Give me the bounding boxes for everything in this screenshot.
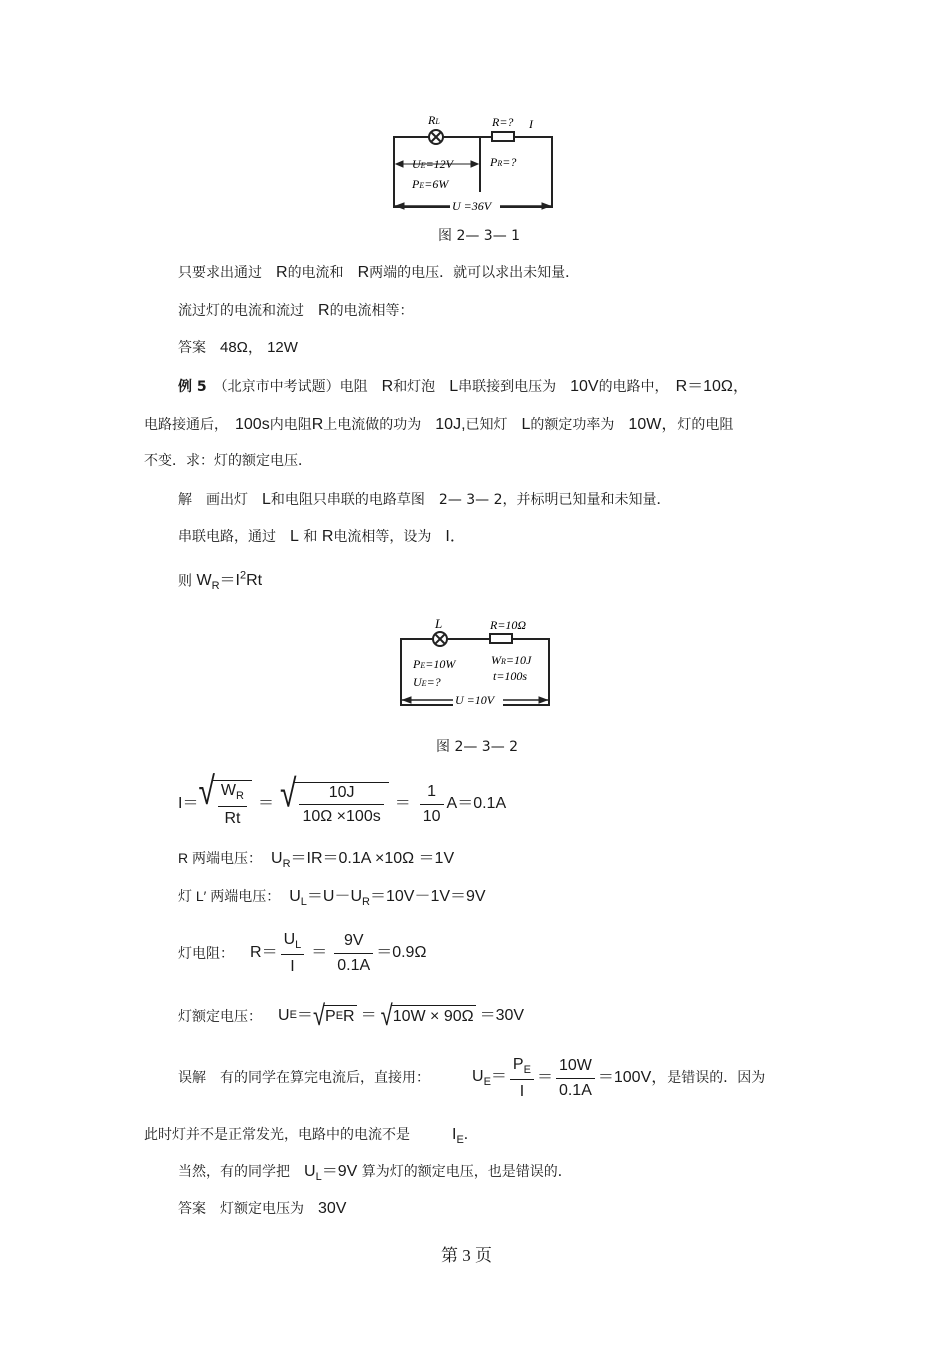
circuit-1-frame [394,137,552,207]
resistor-symbol-1 [492,132,514,141]
fraction-one-tenth: $\frac{1}{10}$ [420,782,444,825]
figure-2-caption: 图 2— 3— 2 [436,739,519,755]
fraction-9v: $\frac{9V}{0.1A}$ [334,931,373,974]
lamp-symbol-2 [433,632,447,646]
equation-resistance: 灯电阻： R＝ $\frac{U_L}{I}$ ＝ $\frac{9V}{0.1A}$ ＝0.9Ω [178,930,427,976]
label-ue: UE=12V [412,157,453,171]
para-3: 当然，有的同学把 $U_L=9V$ 算为灯的额定电压，也是错误的． [178,1163,572,1184]
label-wr: WR=10J [491,653,532,667]
label-r-10: R=10Ω [490,618,527,632]
lamp-symbol-1 [429,130,443,144]
label-total-voltage-2: U =10V [455,693,495,707]
equation-rated-voltage: 灯额定电压： U E ＝ √ P E R ＝ √ 10W × 90Ω ＝30V [178,999,525,1032]
label-pe: PE=6W [412,177,449,191]
wrong-solution-line-1: 误解 有的同学在算完电流后，直接用： $U_E=$ $\frac{P_E}{I}$ ＝ $\frac{10W}{0.1A}$ ＝100V， 是错误的．因为 [178,1055,766,1101]
sqrt-1: √ $\frac{W_R}{Rt}$ [198,780,252,828]
label-ue-unknown: UE=? [413,675,441,689]
para-1: 只要求出通过 R的电流和 R两端的电压．就可以求出未知量． [178,264,580,281]
circuit-figure-1 [388,110,563,220]
answer-1: 答案 48Ω， 12W [178,339,298,356]
label-current: I [529,117,533,131]
sqrt-4: √ 10W × 90Ω [380,999,474,1032]
page-number: 第 3 页 [441,1246,492,1265]
fraction-10w: $\frac{10W}{0.1A}$ [556,1056,595,1099]
example-5-line-2: 电路接通后， 100s内电阻R上电流做的功为 10J,已知灯 L的额定功率为 10W，灯的电阻 [144,416,734,433]
example-5-line-3: 不变．求：灯的额定电压． [144,453,312,469]
circuit-figure-2 [395,612,555,712]
label-r-unknown: R=? [492,115,514,129]
label-total-voltage: U =36V [452,199,492,213]
label-pr: PR=? [490,155,517,169]
fraction-wr-rt: $\frac{W_R}{Rt}$ [218,781,247,828]
label-pe-10w: PE=10W [413,657,456,671]
sqrt-3: √ P E R [312,999,355,1032]
equation-current: I＝ √ $\frac{W_R}{Rt}$ ＝ √ $\frac{10J}{10\Omega \times 100s}$ ＝ $\frac{1}{10}$ A＝0.1A [178,770,507,827]
wrong-solution-line-2: 此时灯并不是正常发光，电路中的电流不是 $I_E$． [144,1126,478,1147]
equation-ul: 灯 L′ 两端电压： $U_L=U-U_R=10V-1V=9V$ [178,888,486,909]
equation-ur: R 两端电压： $U_R=IR=0.1A \times 10\Omega =1V$ [178,850,455,871]
figure-1-caption: 图 2— 3— 1 [438,228,521,244]
resistor-symbol-2 [490,634,512,643]
fraction-10j: $\frac{10J}{10\Omega \times 100s}$ [299,783,383,826]
fraction-ul-i: $\frac{U_L}{I}$ [281,930,305,977]
answer-2: 答案 灯额定电压为 30V [178,1200,347,1217]
label-time: t=100s [493,669,528,683]
solution-line-3: 则 $W_R=I^2Rt$ [178,570,263,593]
sqrt-2: √ $\frac{10J}{10\Omega \times 100s}$ [280,782,389,826]
para-2: 流过灯的电流和流过 R的电流相等： [178,302,414,319]
fraction-pe-i: $\frac{P_E}{I}$ [510,1055,534,1102]
solution-line-1: 解 画出灯 L和电阻只串联的电路草图 2— 3— 2，并标明已知量和未知量． [178,491,671,508]
solution-line-2: 串联电路，通过 L 和 R电流相等，设为 I． [178,528,466,545]
example-5-line-1: 例 5 （北京市中考试题）电阻 R和灯泡 L串联接到电压为 10V的电路中， R＝10Ω， [178,378,749,395]
label-rl: RL [428,113,440,127]
label-lamp-l: L [435,616,443,631]
